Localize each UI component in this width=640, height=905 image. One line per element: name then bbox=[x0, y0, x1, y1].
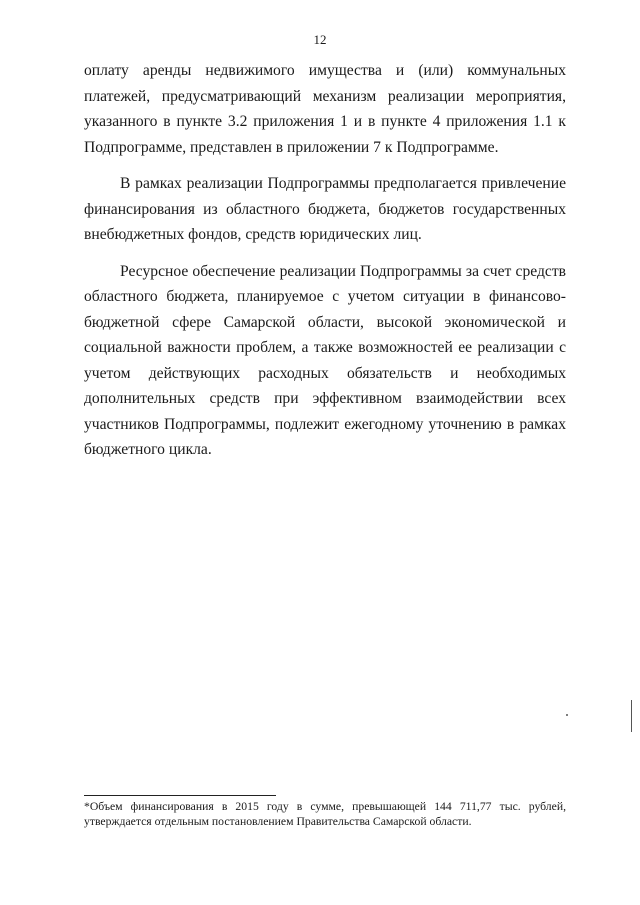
paragraph-funding-sources: В рамках реализации Подпрограммы предполагается привлечение финансирования из областного бюджета, бюджетов государственных внебюджетных фондов, средств юридических лиц. bbox=[84, 175, 566, 243]
scan-artifact-dot bbox=[566, 714, 568, 716]
paragraph-resource-provision: Ресурсное обеспечение реализации Подпрограммы за счет средств областного бюджета, планируемое с учетом ситуации в финансово-бюджетной сфере Самарской области, высокой экономической и социальной важности проблем, а также возможностей ее реализации с учетом действующих расходных обязательств и необходимых дополнительных средств при эффективном взаимодействии всех участников Подпрограммы, подлежит ежегодному уточнению в рамках бюджетного цикла. bbox=[84, 262, 566, 458]
body-text bbox=[84, 58, 566, 463]
page-number: 12 bbox=[313, 32, 327, 47]
paragraph-continuation: оплату аренды недвижимого имущества и (или) коммунальных платежей, предусматривающий механизм реализации мероприятия, указанного в пункте 3.2 приложения 1 и в пункте 4 приложения 1.1 к Подпрограмме, представлен в приложении 7 к Подпрограмме. bbox=[84, 62, 566, 156]
scan-artifact-line bbox=[631, 700, 632, 732]
footnote: *Объем финансирования в 2015 году в сумме, превышающей 144 711,77 тыс. рублей, утверждается отдельным постановлением Правительства Самарской области. bbox=[84, 800, 566, 828]
footnote-separator bbox=[84, 795, 276, 796]
